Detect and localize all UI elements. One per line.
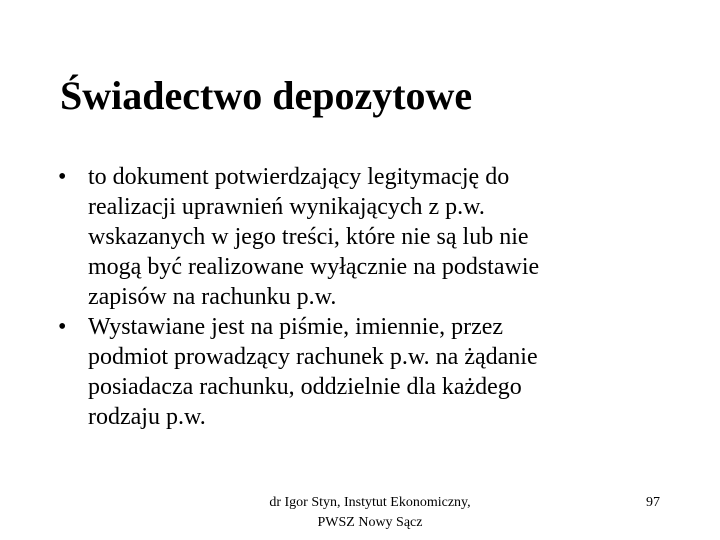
bullet-text-line: to dokument potwierdzający legitymację do [88,164,510,190]
bullet-text-line: rodzaju p.w. [88,404,206,430]
bullet-item [58,312,658,432]
bullet-list [58,162,658,432]
bullet-item [58,162,658,312]
bullet-text-line: podmiot prowadzący rachunek p.w. na żądanie [88,344,538,370]
footer-author: dr Igor Styn, Instytut Ekonomiczny, [269,495,471,510]
page-number: 97 [646,495,660,510]
bullet-text-line: mogą być realizowane wyłącznie na podstawie [88,254,540,280]
bullet-marker: • [58,164,67,190]
bullet-text-line: realizacji uprawnień wynikających z p.w. [88,194,485,220]
bullet-text-line: wskazanych w jego treści, które nie są lub nie [88,224,529,250]
footer-institution: PWSZ Nowy Sącz [317,515,423,530]
bullet-text-line: posiadacza rachunku, oddzielnie dla każdego [88,374,522,400]
bullet-text-line: zapisów na rachunku p.w. [88,284,337,310]
bullet-text-line: Wystawiane jest na piśmie, imiennie, przez [88,314,504,340]
slide-footer [240,493,500,533]
slide-title: Świadectwo depozytowe [60,73,473,118]
bullet-marker: • [58,314,67,340]
